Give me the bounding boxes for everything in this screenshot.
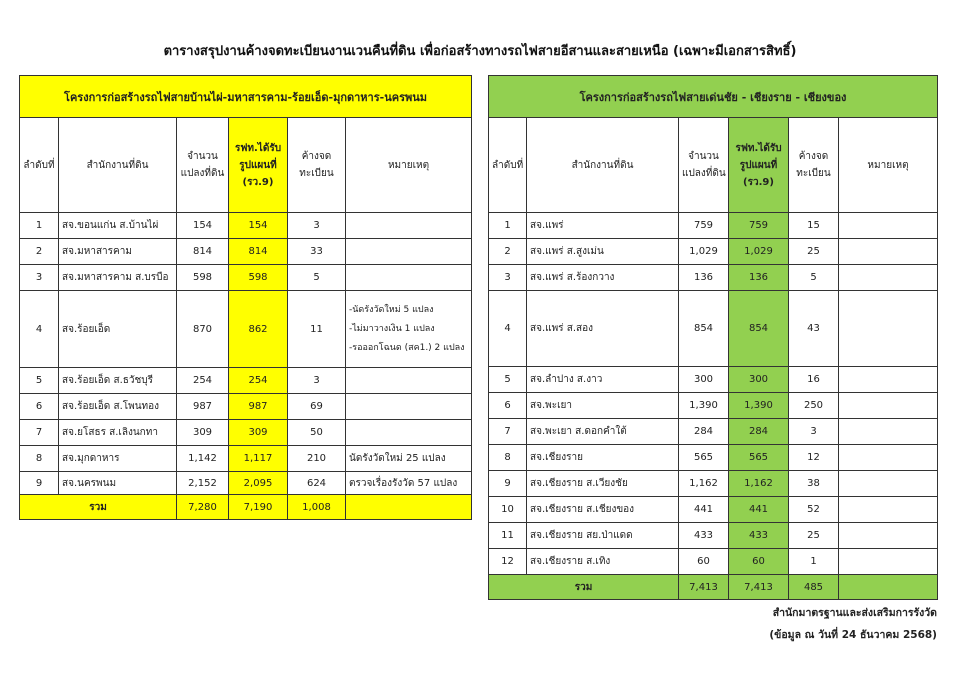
- office-cell: สจ.มหาสารคาม: [59, 239, 177, 265]
- remark-cell: [346, 472, 472, 495]
- table-north-line: [488, 75, 938, 600]
- table-row: [20, 394, 472, 420]
- plots-cell: 1,390: [679, 393, 729, 419]
- plots-cell: 870: [177, 291, 229, 368]
- srt-received-cell: 433: [729, 523, 789, 549]
- total-row: [20, 495, 472, 520]
- plots-cell: 441: [679, 497, 729, 523]
- seq-cell: 9: [20, 472, 59, 495]
- plots-cell: 284: [679, 419, 729, 445]
- header-line: จำนวน: [187, 151, 218, 162]
- office-cell: สจ.เชียงราย สย.ป่าแดด: [527, 523, 679, 549]
- total-pending: 1,008: [288, 495, 346, 520]
- remark-cell: [839, 265, 938, 291]
- header-srt-received: [229, 118, 288, 213]
- project-title-row: [20, 76, 472, 118]
- pending-cell: 5: [288, 265, 346, 291]
- header-office: สำนักงานที่ดิน: [59, 118, 177, 213]
- seq-cell: 5: [489, 367, 527, 393]
- plots-cell: 854: [679, 291, 729, 367]
- srt-received-cell: 987: [229, 394, 288, 420]
- office-cell: สจ.นครพนม: [59, 472, 177, 495]
- pending-cell: 25: [789, 239, 839, 265]
- pending-cell: 15: [789, 213, 839, 239]
- total-label: รวม: [489, 575, 679, 600]
- pending-cell: 5: [789, 265, 839, 291]
- header-line: ค้างจด: [798, 151, 829, 162]
- total-srt-received: 7,190: [229, 495, 288, 520]
- project-title-row: [489, 76, 938, 118]
- plots-cell: 2,152: [177, 472, 229, 495]
- seq-cell: 5: [20, 368, 59, 394]
- remark-cell: [839, 393, 938, 419]
- seq-cell: 10: [489, 497, 527, 523]
- seq-cell: 9: [489, 471, 527, 497]
- srt-received-cell: 136: [729, 265, 789, 291]
- header-line: รฟท.ได้รับ: [234, 142, 282, 154]
- srt-received-cell: 2,095: [229, 472, 288, 495]
- header-row: [489, 118, 938, 213]
- header-remark: หมายเหตุ: [839, 118, 938, 213]
- office-cell: สจ.ขอนแก่น ส.บ้านไผ่: [59, 213, 177, 239]
- table-row: [20, 368, 472, 394]
- table-row: [489, 523, 938, 549]
- office-cell: สจ.พะเยา ส.ดอกคำใต้: [527, 419, 679, 445]
- srt-received-cell: 284: [729, 419, 789, 445]
- pending-cell: 3: [288, 213, 346, 239]
- pending-cell: 3: [288, 368, 346, 394]
- pending-cell: 52: [789, 497, 839, 523]
- office-cell: สจ.เชียงราย ส.เชียงของ: [527, 497, 679, 523]
- header-line: ค้างจด: [301, 151, 332, 162]
- srt-received-cell: 759: [729, 213, 789, 239]
- header-line: รูปแผนที่: [239, 159, 277, 171]
- office-cell: สจ.เชียงราย ส.เวียงชัย: [527, 471, 679, 497]
- header-line: รูปแผนที่: [739, 159, 778, 171]
- remark-cell: [346, 446, 472, 472]
- remark-cell: [839, 497, 938, 523]
- remark-cell: [839, 549, 938, 575]
- table-row: [489, 367, 938, 393]
- table-row: [489, 497, 938, 523]
- plots-cell: 565: [679, 445, 729, 471]
- plots-cell: 60: [679, 549, 729, 575]
- srt-received-cell: 1,117: [229, 446, 288, 472]
- remark-cell: [839, 471, 938, 497]
- table-row: [20, 291, 472, 368]
- srt-received-cell: 854: [729, 291, 789, 367]
- table-row: [489, 213, 938, 239]
- remark-cell: [346, 239, 472, 265]
- office-cell: สจ.ร้อยเอ็ด: [59, 291, 177, 368]
- total-remark: [839, 575, 938, 600]
- header-plots: [679, 118, 729, 213]
- table-row: [489, 419, 938, 445]
- plots-cell: 1,029: [679, 239, 729, 265]
- remark-line: -ไม่มาวางเงิน 1 แปลง: [349, 323, 435, 334]
- pending-cell: 1: [789, 549, 839, 575]
- table-row: [489, 549, 938, 575]
- office-cell: สจ.พะเยา: [527, 393, 679, 419]
- srt-received-cell: 309: [229, 420, 288, 446]
- table-row: [20, 420, 472, 446]
- seq-cell: 4: [489, 291, 527, 367]
- srt-received-cell: 814: [229, 239, 288, 265]
- project-title: โครงการก่อสร้างรถไฟสายบ้านไผ่-มหาสารคาม-ร้อยเอ็ด-มุกดาหาร-นครพนม: [20, 76, 472, 118]
- table-row: [20, 239, 472, 265]
- pending-cell: 624: [288, 472, 346, 495]
- srt-received-cell: 60: [729, 549, 789, 575]
- pending-cell: 12: [789, 445, 839, 471]
- remark-line: ตรวจเรื่องรังวัด 57 แปลง: [349, 477, 458, 489]
- remark-cell: [346, 420, 472, 446]
- seq-cell: 12: [489, 549, 527, 575]
- pending-cell: 25: [789, 523, 839, 549]
- seq-cell: 6: [489, 393, 527, 419]
- srt-received-cell: 154: [229, 213, 288, 239]
- table-row: [20, 446, 472, 472]
- pending-cell: 11: [288, 291, 346, 368]
- plots-cell: 987: [177, 394, 229, 420]
- header-line: ทะเบียน: [796, 168, 831, 179]
- office-cell: สจ.มหาสารคาม ส.บรบือ: [59, 265, 177, 291]
- table-northeast-line: [19, 75, 472, 520]
- srt-received-cell: 565: [729, 445, 789, 471]
- remark-cell: [839, 239, 938, 265]
- table-row: [489, 239, 938, 265]
- table-row: [489, 445, 938, 471]
- remark-line: นัดรังวัดใหม่ 25 แปลง: [349, 453, 446, 464]
- srt-received-cell: 1,029: [729, 239, 789, 265]
- table-row: [20, 265, 472, 291]
- header-line: ทะเบียน: [299, 168, 334, 179]
- header-pending: [789, 118, 839, 213]
- header-line: จำนวน: [688, 151, 719, 162]
- office-cell: สจ.แพร่ ส.สูงเม่น: [527, 239, 679, 265]
- seq-cell: 7: [489, 419, 527, 445]
- plots-cell: 598: [177, 265, 229, 291]
- srt-received-cell: 598: [229, 265, 288, 291]
- remark-cell: [346, 291, 472, 368]
- seq-cell: 1: [20, 213, 59, 239]
- pending-cell: 50: [288, 420, 346, 446]
- total-plots: 7,280: [177, 495, 229, 520]
- header-row: [20, 118, 472, 213]
- seq-cell: 7: [20, 420, 59, 446]
- office-cell: สจ.แพร่: [527, 213, 679, 239]
- seq-cell: 2: [20, 239, 59, 265]
- plots-cell: 1,142: [177, 446, 229, 472]
- table-row: [20, 213, 472, 239]
- remark-cell: [839, 445, 938, 471]
- footer-agency: สำนักมาตรฐานและส่งเสริมการรังวัด: [772, 607, 937, 619]
- table-row: [489, 291, 938, 367]
- srt-received-cell: 254: [229, 368, 288, 394]
- header-line: แปลงที่ดิน: [180, 168, 225, 179]
- header-srt-received: [729, 118, 789, 213]
- remark-cell: [839, 367, 938, 393]
- seq-cell: 6: [20, 394, 59, 420]
- total-plots: 7,413: [679, 575, 729, 600]
- pending-cell: 33: [288, 239, 346, 265]
- header-seq: ลำดับที่: [20, 118, 59, 213]
- office-cell: สจ.เชียงราย: [527, 445, 679, 471]
- remark-cell: [346, 368, 472, 394]
- header-line: แปลงที่ดิน: [682, 168, 726, 179]
- office-cell: สจ.แพร่ ส.ร้องกวาง: [527, 265, 679, 291]
- seq-cell: 4: [20, 291, 59, 368]
- table-row: [489, 471, 938, 497]
- remark-cell: [839, 523, 938, 549]
- office-cell: สจ.มุกดาหาร: [59, 446, 177, 472]
- total-srt-received: 7,413: [729, 575, 789, 600]
- plots-cell: 300: [679, 367, 729, 393]
- remark-cell: [346, 394, 472, 420]
- document-title: ตารางสรุปงานค้างจดทะเบียนงานเวนคืนที่ดิน เพื่อก่อสร้างทางรถไฟสายอีสานและสายเหนือ (เฉพาะมีเอกสารสิทธิ์): [163, 44, 797, 59]
- plots-cell: 136: [679, 265, 729, 291]
- seq-cell: 3: [489, 265, 527, 291]
- srt-received-cell: 300: [729, 367, 789, 393]
- pending-cell: 16: [789, 367, 839, 393]
- pending-cell: 250: [789, 393, 839, 419]
- total-remark: [346, 495, 472, 520]
- seq-cell: 8: [20, 446, 59, 472]
- total-pending: 485: [789, 575, 839, 600]
- header-line: (รว.9): [743, 176, 774, 188]
- plots-cell: 254: [177, 368, 229, 394]
- pending-cell: 3: [789, 419, 839, 445]
- header-line: (รว.9): [242, 176, 274, 188]
- footer-date-note: (ข้อมูล ณ วันที่ 24 ธันวาคม 2568): [769, 629, 937, 641]
- srt-received-cell: 1,162: [729, 471, 789, 497]
- office-cell: สจ.แพร่ ส.สอง: [527, 291, 679, 367]
- header-office: สำนักงานที่ดิน: [527, 118, 679, 213]
- seq-cell: 8: [489, 445, 527, 471]
- header-remark: หมายเหตุ: [346, 118, 472, 213]
- remark-cell: [346, 265, 472, 291]
- remark-line: -นัดรังวัดใหม่ 5 แปลง: [349, 304, 434, 315]
- pending-cell: 43: [789, 291, 839, 367]
- remark-cell: [839, 291, 938, 367]
- header-line: รฟท.ได้รับ: [735, 142, 782, 154]
- table-row: [489, 265, 938, 291]
- seq-cell: 2: [489, 239, 527, 265]
- header-plots: [177, 118, 229, 213]
- table-row: [489, 393, 938, 419]
- seq-cell: 3: [20, 265, 59, 291]
- plots-cell: 433: [679, 523, 729, 549]
- remark-cell: [346, 213, 472, 239]
- pending-cell: 210: [288, 446, 346, 472]
- table-row: [20, 472, 472, 495]
- remark-line: -รอออกโฉนด (สค1.) 2 แปลง: [349, 342, 465, 353]
- office-cell: สจ.ร้อยเอ็ด ส.โพนทอง: [59, 394, 177, 420]
- srt-received-cell: 1,390: [729, 393, 789, 419]
- pending-cell: 69: [288, 394, 346, 420]
- plots-cell: 759: [679, 213, 729, 239]
- seq-cell: 1: [489, 213, 527, 239]
- srt-received-cell: 862: [229, 291, 288, 368]
- project-title: โครงการก่อสร้างรถไฟสายเด่นชัย - เชียงราย - เชียงของ: [489, 76, 938, 118]
- total-row: [489, 575, 938, 600]
- pending-cell: 38: [789, 471, 839, 497]
- office-cell: สจ.ลำปาง ส.งาว: [527, 367, 679, 393]
- office-cell: สจ.ร้อยเอ็ด ส.ธวัชบุรี: [59, 368, 177, 394]
- remark-cell: [839, 419, 938, 445]
- office-cell: สจ.เชียงราย ส.เทิง: [527, 549, 679, 575]
- srt-received-cell: 441: [729, 497, 789, 523]
- total-label: รวม: [20, 495, 177, 520]
- plots-cell: 814: [177, 239, 229, 265]
- plots-cell: 309: [177, 420, 229, 446]
- header-seq: ลำดับที่: [489, 118, 527, 213]
- seq-cell: 11: [489, 523, 527, 549]
- plots-cell: 1,162: [679, 471, 729, 497]
- plots-cell: 154: [177, 213, 229, 239]
- remark-cell: [839, 213, 938, 239]
- header-pending: [288, 118, 346, 213]
- office-cell: สจ.ยโสธร ส.เลิงนกทา: [59, 420, 177, 446]
